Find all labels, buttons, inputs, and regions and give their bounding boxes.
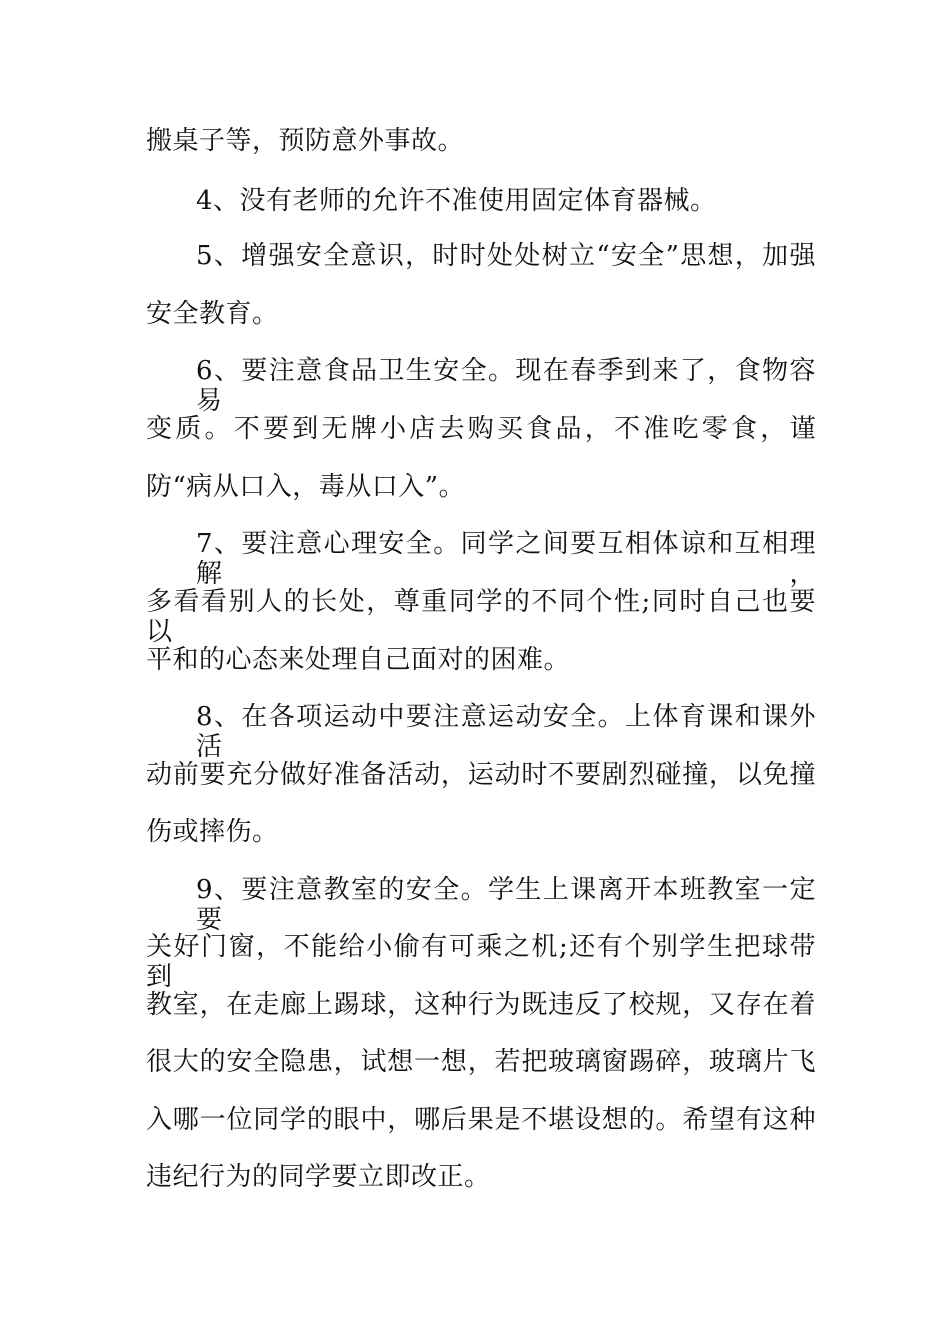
text-line: 教室，在走廊上踢球，这种行为既违反了校规，又存在着	[146, 990, 816, 1020]
text-line: 很大的安全隐患，试想一想，若把玻璃窗踢碎，玻璃片飞	[146, 1047, 816, 1077]
text-line: 8、在各项运动中要注意运动安全。上体育课和课外活	[196, 702, 816, 762]
text-line: 动前要充分做好准备活动，运动时不要剧烈碰撞，以免撞	[146, 760, 816, 790]
text-line: 9、要注意教室的安全。学生上课离开本班教室一定要	[196, 875, 816, 935]
text-line: 入哪一位同学的眼中，哪后果是不堪设想的。希望有这种	[146, 1105, 816, 1135]
text-line: 变质。不要到无牌小店去购买食品，不准吃零食，谨	[146, 414, 816, 444]
text-line: 伤或摔伤。	[146, 817, 279, 847]
text-line: 7、要注意心理安全。同学之间要互相体谅和互相理解，	[196, 529, 816, 589]
text-line: 防“病从口入，毒从口入”。	[146, 472, 466, 502]
text-line: 关好门窗，不能给小偷有可乘之机;还有个别学生把球带到	[146, 932, 816, 992]
text-line: 违纪行为的同学要立即改正。	[146, 1162, 491, 1192]
text-line: 多看看别人的长处，尊重同学的不同个性;同时自己也要以	[146, 587, 816, 647]
text-line: 安全教育。	[146, 299, 279, 329]
text-line: 4、没有老师的允许不准使用固定体育器械。	[196, 186, 717, 216]
text-line: 搬桌子等，预防意外事故。	[146, 126, 465, 156]
text-line: 6、要注意食品卫生安全。现在春季到来了，食物容易	[196, 356, 816, 416]
text-line: 平和的心态来处理自己面对的困难。	[146, 645, 571, 675]
text-line: 5、增强安全意识，时时处处树立“安全”思想，加强	[196, 241, 816, 271]
